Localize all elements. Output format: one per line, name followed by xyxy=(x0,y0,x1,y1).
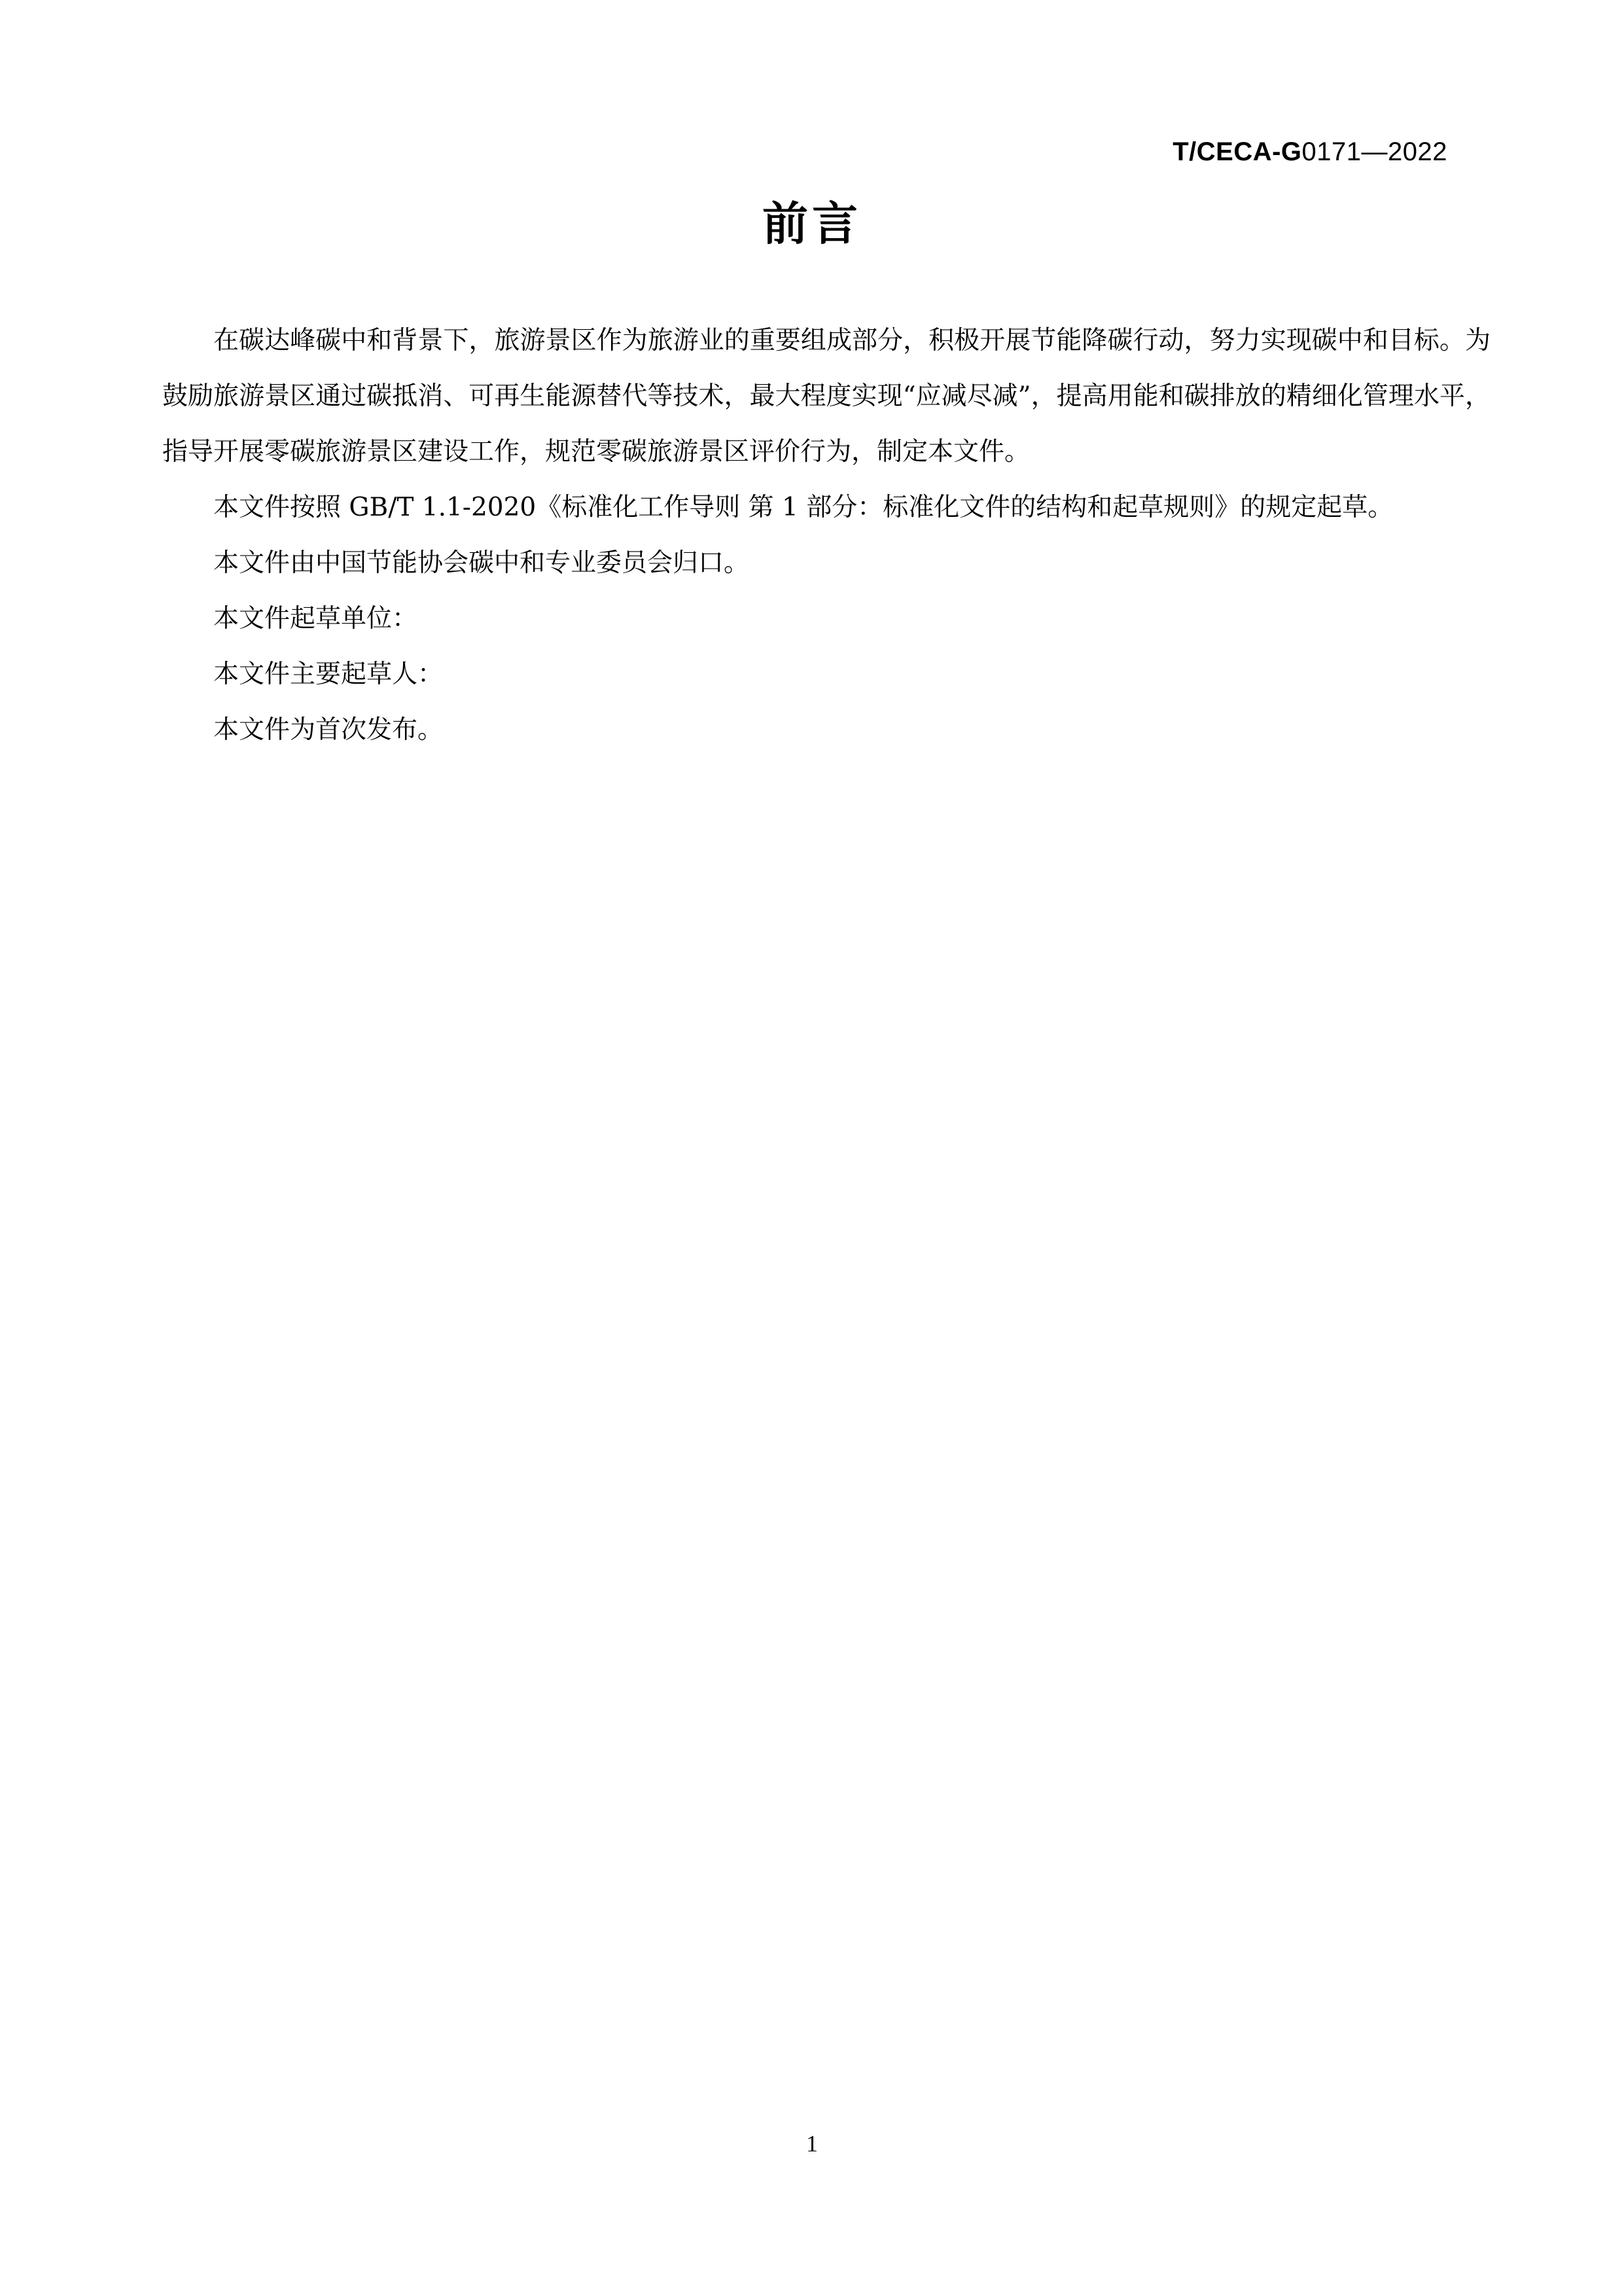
paragraph-centralized-by: 本文件由中国节能协会碳中和专业委员会归口。 xyxy=(213,548,750,578)
page-number: 1 xyxy=(806,2130,818,2157)
paragraph-background: 在碳达峰碳中和背景下，旅游景区作为旅游业的重要组成部分，积极开展节能降碳行动，努力实现碳中和目标。为鼓励旅游景区通过碳抵消、可再生能源替代等技术，最大程度实现“应减尽减”，提高用能和碳排放的精细化管理水平，指导开展零碳旅游景区建设工作，规范零碳旅游景区评价行为，制定本文件。 xyxy=(162,326,1491,467)
paragraph-first-release: 本文件为首次发布。 xyxy=(213,715,444,745)
paragraph-drafting-units: 本文件起草单位： xyxy=(213,604,418,633)
standard-code xyxy=(1173,137,1447,167)
foreword-body xyxy=(162,313,1491,758)
paragraph-main-drafters: 本文件主要起草人： xyxy=(213,660,444,689)
standard-code-number: 0171—2022 xyxy=(1301,137,1447,166)
standard-code-prefix: T/CECA-G xyxy=(1173,137,1302,166)
page-title: 前言 xyxy=(762,196,862,251)
paragraph-drafting-rules: 本文件按照 GB/T 1.1-2020《标准化工作导则 第 1 部分：标准化文件的结构和起草规则》的规定起草。 xyxy=(213,493,1394,522)
